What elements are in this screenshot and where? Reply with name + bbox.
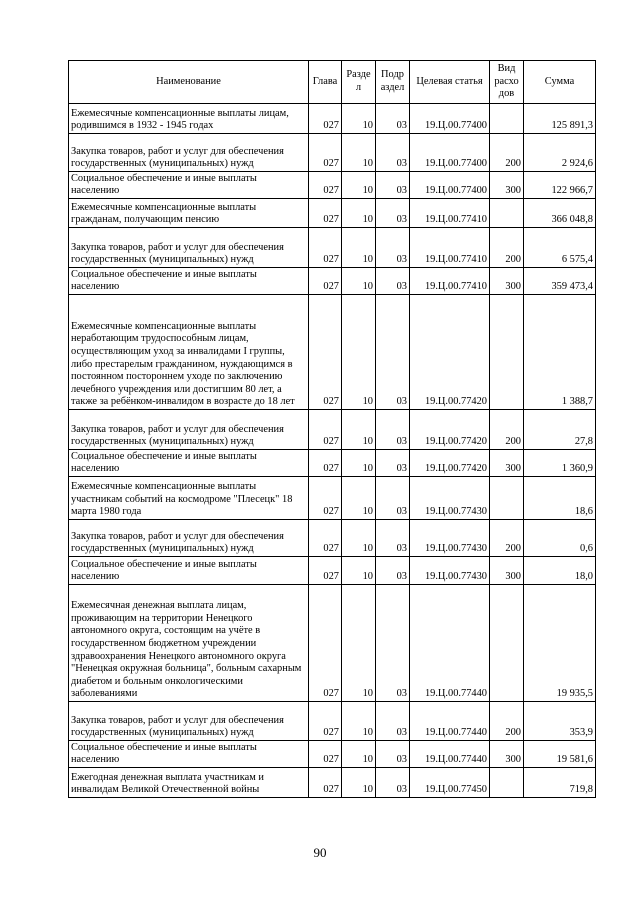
row-target: 19.Ц.00.77440 — [410, 741, 490, 768]
row-vid — [490, 768, 524, 798]
header-glava: Глава — [309, 61, 342, 104]
row-summa: 2 924,6 — [524, 134, 596, 172]
row-razdel: 10 — [342, 172, 376, 199]
row-summa: 18,6 — [524, 477, 596, 520]
header-podrazdel: Подр аздел — [376, 61, 410, 104]
table-row — [69, 134, 596, 172]
row-summa: 6 575,4 — [524, 228, 596, 268]
row-podrazdel: 03 — [376, 702, 410, 741]
row-razdel: 10 — [342, 768, 376, 798]
row-razdel: 10 — [342, 477, 376, 520]
row-name: Ежемесячные компенсационные выплаты участникам событий на космодроме "Плесецк" 18 марта 1980 года — [69, 477, 309, 520]
row-target: 19.Ц.00.77400 — [410, 172, 490, 199]
row-vid: 300 — [490, 268, 524, 295]
row-podrazdel: 03 — [376, 268, 410, 295]
row-razdel: 10 — [342, 134, 376, 172]
row-glava: 027 — [309, 702, 342, 741]
row-razdel: 10 — [342, 702, 376, 741]
row-summa: 27,8 — [524, 410, 596, 450]
row-target: 19.Ц.00.77420 — [410, 410, 490, 450]
table-row — [69, 199, 596, 228]
row-glava: 027 — [309, 104, 342, 134]
row-vid: 200 — [490, 228, 524, 268]
row-target: 19.Ц.00.77410 — [410, 268, 490, 295]
row-vid: 200 — [490, 134, 524, 172]
row-glava: 027 — [309, 477, 342, 520]
row-summa: 719,8 — [524, 768, 596, 798]
row-name: Социальное обеспечение и иные выплаты населению — [69, 741, 309, 768]
row-summa: 1 388,7 — [524, 295, 596, 410]
table-row — [69, 557, 596, 585]
row-summa: 0,6 — [524, 520, 596, 557]
row-target: 19.Ц.00.77430 — [410, 520, 490, 557]
row-vid — [490, 199, 524, 228]
row-summa: 1 360,9 — [524, 450, 596, 477]
header-summa: Сумма — [524, 61, 596, 104]
row-name: Социальное обеспечение и иные выплаты населению — [69, 268, 309, 295]
row-glava: 027 — [309, 199, 342, 228]
row-vid: 300 — [490, 450, 524, 477]
row-target: 19.Ц.00.77410 — [410, 228, 490, 268]
row-target: 19.Ц.00.77420 — [410, 450, 490, 477]
row-target: 19.Ц.00.77400 — [410, 104, 490, 134]
table-row — [69, 410, 596, 450]
row-name: Ежегодная денежная выплата участникам и инвалидам Великой Отечественной войны — [69, 768, 309, 798]
row-summa: 19 935,5 — [524, 585, 596, 702]
row-glava: 027 — [309, 741, 342, 768]
row-razdel: 10 — [342, 585, 376, 702]
row-name: Закупка товаров, работ и услуг для обеспечения государственных (муниципальных) нужд — [69, 702, 309, 741]
table-row — [69, 268, 596, 295]
row-razdel: 10 — [342, 295, 376, 410]
table-row — [69, 702, 596, 741]
row-target: 19.Ц.00.77430 — [410, 557, 490, 585]
row-vid: 300 — [490, 557, 524, 585]
header-vid: Вид расхо дов — [490, 61, 524, 104]
table-row — [69, 450, 596, 477]
row-razdel: 10 — [342, 228, 376, 268]
row-target: 19.Ц.00.77420 — [410, 295, 490, 410]
row-razdel: 10 — [342, 104, 376, 134]
row-razdel: 10 — [342, 199, 376, 228]
table-row — [69, 520, 596, 557]
row-podrazdel: 03 — [376, 585, 410, 702]
header-row — [69, 61, 596, 104]
row-name: Ежемесячная денежная выплата лицам, проживающим на территории Ненецкого автономного округа, состоящим на учёте в государственном бюджетном учреждении здравоохранения Ненецкого автономного округа "Ненецкая окружная больница", больным сахарным диабетом и больным онкологическими заболеваниями — [69, 585, 309, 702]
row-glava: 027 — [309, 410, 342, 450]
table-row — [69, 104, 596, 134]
row-summa: 353,9 — [524, 702, 596, 741]
budget-table — [68, 60, 596, 798]
row-podrazdel: 03 — [376, 768, 410, 798]
table-row — [69, 477, 596, 520]
header-target: Целевая статья — [410, 61, 490, 104]
row-glava: 027 — [309, 585, 342, 702]
row-name: Закупка товаров, работ и услуг для обеспечения государственных (муниципальных) нужд — [69, 228, 309, 268]
table-row — [69, 768, 596, 798]
row-podrazdel: 03 — [376, 450, 410, 477]
row-razdel: 10 — [342, 410, 376, 450]
row-vid: 300 — [490, 741, 524, 768]
row-name: Ежемесячные компенсационные выплаты неработающим трудоспособным лицам, осуществляющим уход за инвалидами I группы, либо престарелым гражданином, нуждающимся в постоянном постороннем уходе по заключению лечебного учреждения или достигшим 80 лет, а также за ребёнком-инвалидом в возрасте до 18 лет — [69, 295, 309, 410]
row-target: 19.Ц.00.77450 — [410, 768, 490, 798]
row-glava: 027 — [309, 268, 342, 295]
row-summa: 125 891,3 — [524, 104, 596, 134]
row-glava: 027 — [309, 520, 342, 557]
row-summa: 19 581,6 — [524, 741, 596, 768]
row-name: Социальное обеспечение и иные выплаты населению — [69, 450, 309, 477]
table-row — [69, 585, 596, 702]
row-podrazdel: 03 — [376, 520, 410, 557]
row-target: 19.Ц.00.77410 — [410, 199, 490, 228]
row-podrazdel: 03 — [376, 134, 410, 172]
row-podrazdel: 03 — [376, 557, 410, 585]
row-razdel: 10 — [342, 741, 376, 768]
row-vid: 200 — [490, 702, 524, 741]
row-vid: 200 — [490, 520, 524, 557]
row-podrazdel: 03 — [376, 477, 410, 520]
row-razdel: 10 — [342, 520, 376, 557]
row-vid — [490, 585, 524, 702]
row-glava: 027 — [309, 768, 342, 798]
row-glava: 027 — [309, 228, 342, 268]
row-vid — [490, 104, 524, 134]
row-name: Социальное обеспечение и иные выплаты населению — [69, 557, 309, 585]
row-name: Ежемесячные компенсационные выплаты лицам, родившимся в 1932 - 1945 годах — [69, 104, 309, 134]
row-glava: 027 — [309, 134, 342, 172]
header-razdel: Разде л — [342, 61, 376, 104]
row-vid — [490, 477, 524, 520]
row-target: 19.Ц.00.77430 — [410, 477, 490, 520]
row-podrazdel: 03 — [376, 228, 410, 268]
row-vid: 300 — [490, 172, 524, 199]
row-vid — [490, 295, 524, 410]
row-name: Социальное обеспечение и иные выплаты населению — [69, 172, 309, 199]
table-row — [69, 228, 596, 268]
row-target: 19.Ц.00.77400 — [410, 134, 490, 172]
table-row — [69, 172, 596, 199]
row-summa: 18,0 — [524, 557, 596, 585]
row-razdel: 10 — [342, 450, 376, 477]
row-podrazdel: 03 — [376, 741, 410, 768]
table-row — [69, 741, 596, 768]
page-number: 90 — [313, 845, 327, 860]
table-row — [69, 295, 596, 410]
row-target: 19.Ц.00.77440 — [410, 702, 490, 741]
row-glava: 027 — [309, 557, 342, 585]
row-podrazdel: 03 — [376, 172, 410, 199]
row-podrazdel: 03 — [376, 104, 410, 134]
row-name: Закупка товаров, работ и услуг для обеспечения государственных (муниципальных) нужд — [69, 410, 309, 450]
row-razdel: 10 — [342, 557, 376, 585]
row-podrazdel: 03 — [376, 199, 410, 228]
row-razdel: 10 — [342, 268, 376, 295]
header-name: Наименование — [69, 61, 309, 104]
row-glava: 027 — [309, 295, 342, 410]
row-glava: 027 — [309, 450, 342, 477]
row-glava: 027 — [309, 172, 342, 199]
row-vid: 200 — [490, 410, 524, 450]
row-podrazdel: 03 — [376, 410, 410, 450]
row-summa: 359 473,4 — [524, 268, 596, 295]
row-summa: 366 048,8 — [524, 199, 596, 228]
row-summa: 122 966,7 — [524, 172, 596, 199]
row-name: Закупка товаров, работ и услуг для обеспечения государственных (муниципальных) нужд — [69, 134, 309, 172]
row-name: Ежемесячные компенсационные выплаты гражданам, получающим пенсию — [69, 199, 309, 228]
row-podrazdel: 03 — [376, 295, 410, 410]
row-target: 19.Ц.00.77440 — [410, 585, 490, 702]
row-name: Закупка товаров, работ и услуг для обеспечения государственных (муниципальных) нужд — [69, 520, 309, 557]
